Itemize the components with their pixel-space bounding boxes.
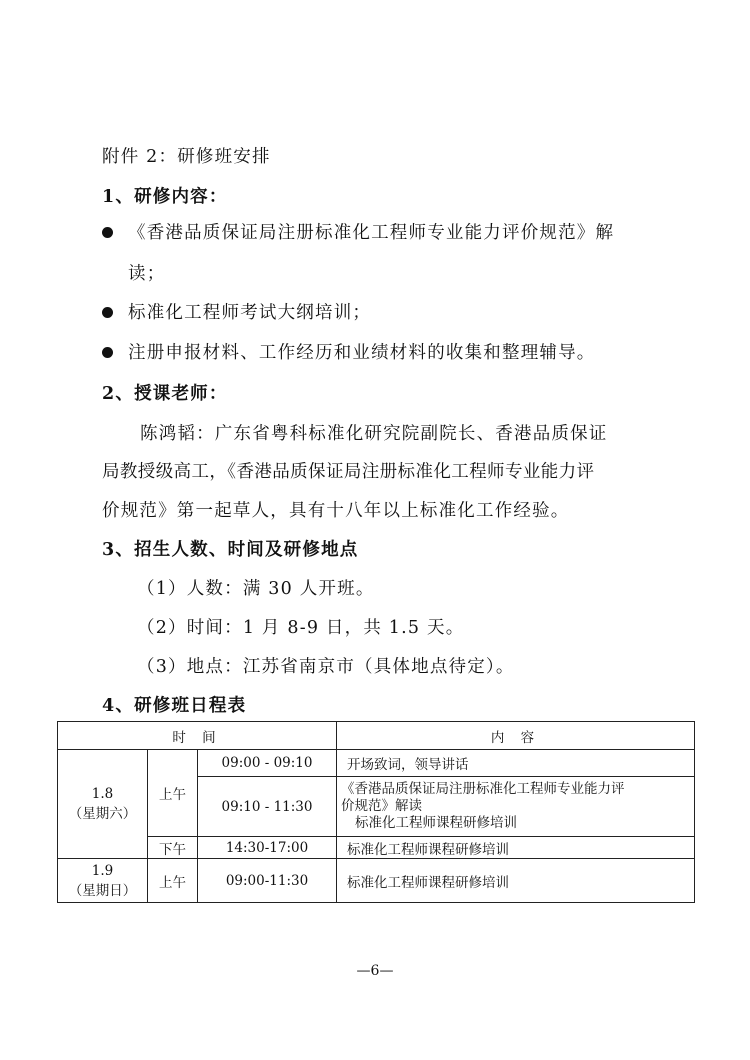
teacher-bio-line-1: 陈鸿韬：广东省粤科标准化研究院副院长、香港品质保证 [140, 424, 608, 444]
date-cell-day-2 [58, 859, 148, 903]
content-line: 标准化工程师课程研修培训 [355, 815, 518, 831]
date-day-1: 1.8 [91, 786, 114, 802]
afternoon-label-day-1: 下午 [148, 837, 198, 859]
section-4-title: 4、研修班日程表 [102, 696, 247, 716]
schedule-time-item: （2）时间：1 月 8-9 日，共 1.5 天。 [137, 618, 465, 638]
schedule-table [57, 721, 695, 903]
header-content: 内 容 [337, 722, 695, 750]
location-item: （3）地点：江苏省南京市（具体地点待定）。 [137, 657, 515, 677]
content-line: 价规范》解读 [341, 798, 423, 814]
attachment-heading: 附件 2：研修班安排 [102, 147, 271, 167]
bullet-item-1-line-1: 《香港品质保证局注册标准化工程师专业能力评价规范》解 [128, 223, 615, 243]
bullet-item-3: 注册申报材料、工作经历和业绩材料的收集和整理辅导。 [128, 343, 596, 363]
weekday-day-1: （星期六） [68, 806, 137, 822]
bullet-item-1-line-2: 读； [128, 264, 166, 284]
time-cell: 09:10 - 11:30 [198, 777, 337, 837]
page-number: —6— [356, 963, 394, 979]
date-day-2: 1.9 [91, 862, 114, 879]
content-cell: 标准化工程师课程研修培训 [337, 837, 695, 859]
content-cell: 标准化工程师课程研修培训 [337, 859, 695, 903]
weekday-day-2: （星期日） [68, 882, 137, 899]
table-row [58, 837, 695, 859]
teacher-bio-line-2: 局教授级高工，《香港品质保证局注册标准化工程师专业能力评 [102, 462, 595, 482]
table-header-row [58, 722, 695, 750]
morning-label-day-2: 上午 [148, 859, 198, 903]
time-cell: 14:30-17:00 [198, 837, 337, 859]
teacher-bio-line-3: 价规范》第一起草人，具有十八年以上标准化工作经验。 [102, 501, 570, 521]
time-cell: 09:00 - 09:10 [198, 750, 337, 777]
content-cell [337, 777, 695, 837]
table-row [58, 750, 695, 777]
table-row [58, 859, 695, 903]
section-3-title: 3、招生人数、时间及研修地点 [102, 540, 359, 560]
morning-label-day-1: 上午 [148, 750, 198, 837]
time-cell: 09:00-11:30 [198, 859, 337, 903]
content-line: 《香港品质保证局注册标准化工程师专业能力评 [341, 781, 625, 797]
date-cell-day-1 [58, 750, 148, 859]
section-1-title: 1、研修内容： [102, 187, 228, 207]
header-time: 时 间 [58, 722, 337, 750]
enrollment-item: （1）人数：满 30 人开班。 [137, 579, 375, 599]
bullet-item-2: 标准化工程师考试大纲培训； [128, 303, 372, 323]
content-cell: 开场致词，领导讲话 [337, 750, 695, 777]
section-2-title: 2、授课老师： [102, 384, 228, 404]
